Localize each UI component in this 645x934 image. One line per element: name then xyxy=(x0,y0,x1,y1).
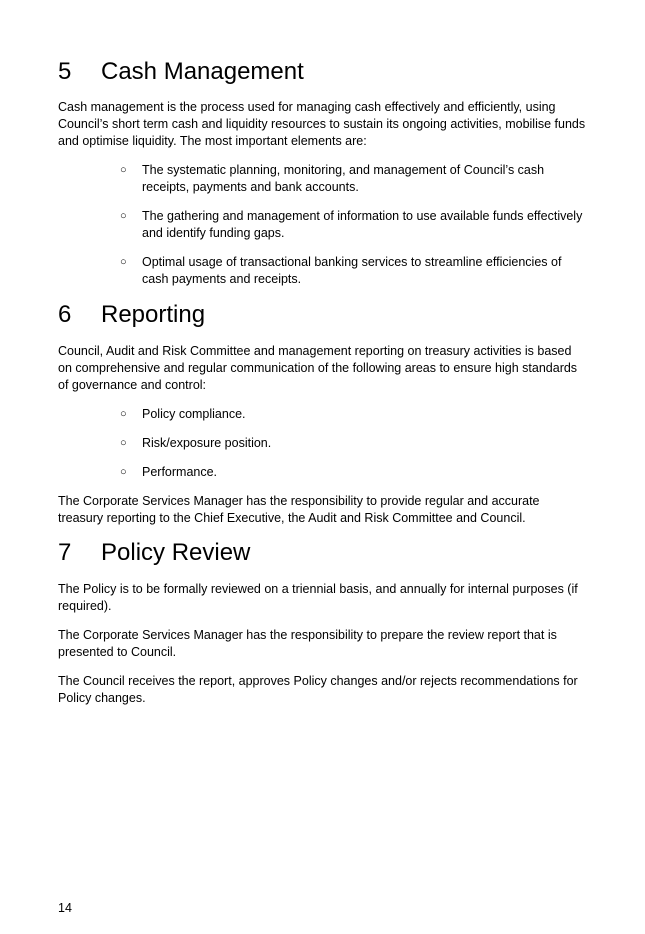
list-item xyxy=(58,406,271,423)
list-item-text: The gathering and management of information to use available funds effectively and identify funding gaps. xyxy=(142,209,583,240)
section-title: Reporting xyxy=(101,301,206,328)
reporting-intro: Council, Audit and Risk Committee and management reporting on treasury activities is based on comprehensive and regular communication of the following areas to ensure high standards of governance and control: xyxy=(58,344,578,392)
hollow-circle-bullet-icon: ○ xyxy=(120,437,127,449)
section-heading-policy-review xyxy=(58,539,250,567)
list-item-text: Performance. xyxy=(142,465,218,479)
hollow-circle-bullet-icon: ○ xyxy=(120,256,127,268)
hollow-circle-bullet-icon: ○ xyxy=(120,210,127,222)
section-heading-cash-management xyxy=(58,58,304,86)
list-item xyxy=(58,254,588,288)
reporting-list xyxy=(58,406,271,493)
cash-management-intro: Cash management is the process used for managing cash effectively and efficiently, using Council’s short term cash and liquidity resources to sustain its ongoing activities, mobilise funds and optimise liquidity. The most important elements are: xyxy=(58,100,586,148)
section-heading-reporting xyxy=(58,301,205,329)
section-number: 7 xyxy=(58,539,72,566)
list-item xyxy=(58,464,271,481)
list-item-text: The systematic planning, monitoring, and management of Council’s cash receipts, payments and bank accounts. xyxy=(142,163,545,194)
hollow-circle-bullet-icon: ○ xyxy=(120,466,127,478)
reporting-closing: The Corporate Services Manager has the responsibility to provide regular and accurate treasury reporting to the Chief Executive, the Audit and Risk Committee and Council. xyxy=(58,494,540,525)
section-number: 5 xyxy=(58,58,72,85)
list-item-text: Risk/exposure position. xyxy=(142,436,272,450)
list-item xyxy=(58,162,588,196)
policy-review-paragraph-3: The Council receives the report, approves Policy changes and/or rejects recommendations for Policy changes. xyxy=(58,674,578,705)
section-number: 6 xyxy=(58,301,72,328)
list-item-text: Optimal usage of transactional banking services to streamline efficiencies of cash payments and receipts. xyxy=(142,255,562,286)
policy-review-paragraph-2: The Corporate Services Manager has the responsibility to prepare the review report that is presented to Council. xyxy=(58,628,557,659)
list-item xyxy=(58,208,588,242)
list-item-text: Policy compliance. xyxy=(142,407,246,421)
list-item xyxy=(58,435,271,452)
hollow-circle-bullet-icon: ○ xyxy=(120,164,127,176)
section-title: Cash Management xyxy=(101,58,304,85)
policy-review-paragraph-1: The Policy is to be formally reviewed on a triennial basis, and annually for internal purposes (if required). xyxy=(58,582,578,613)
hollow-circle-bullet-icon: ○ xyxy=(120,408,127,420)
page-number: 14 xyxy=(58,901,72,915)
cash-management-list xyxy=(58,162,588,300)
section-title: Policy Review xyxy=(101,539,251,566)
